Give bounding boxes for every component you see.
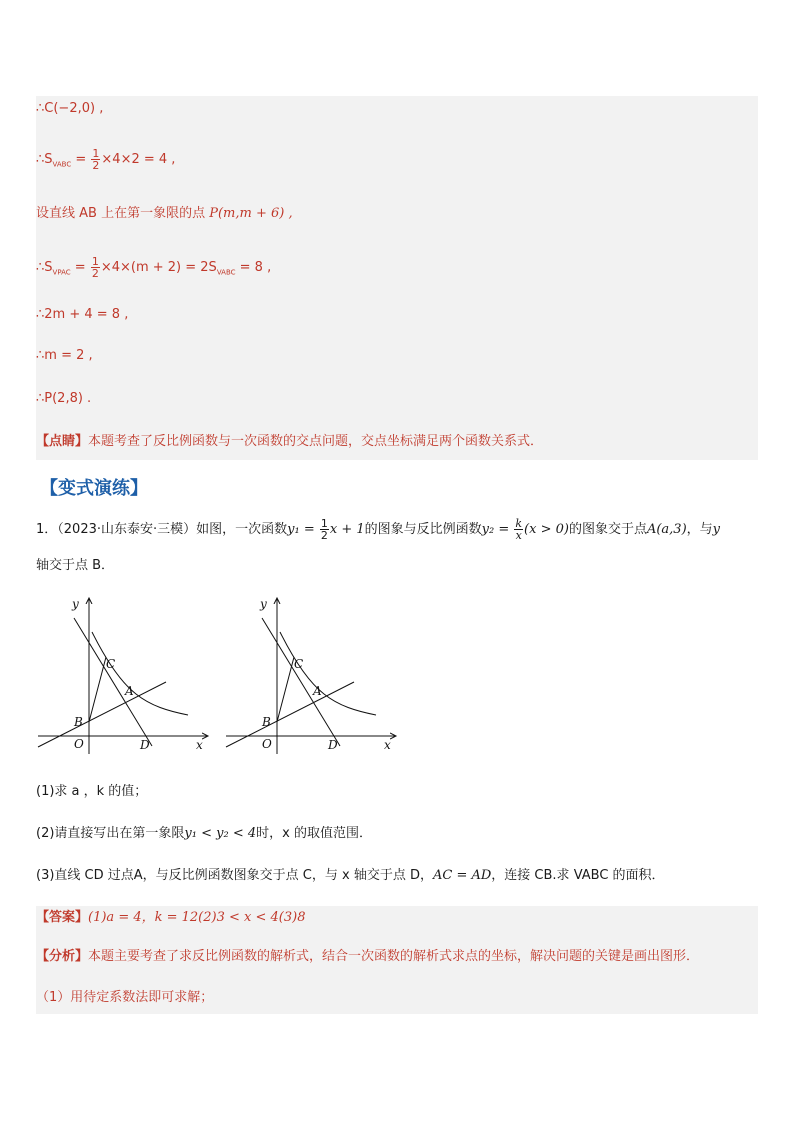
question-line-1 <box>36 518 720 541</box>
fraction-denominator: 2 <box>91 267 99 280</box>
domain-condition: (x > 0) <box>524 522 569 537</box>
point-d-label: D <box>328 738 338 752</box>
sub-question-2-text: (2)请直接写出在第一象限 <box>36 826 185 841</box>
question-line-2 <box>36 556 114 576</box>
y-label: y <box>260 597 267 611</box>
comment-text: 本题考查了反比例函数与一次函数的交点问题，交点坐标满足两个函数关系式． <box>88 434 544 449</box>
sub-question-1 <box>36 782 147 802</box>
inequality: y₁ < y₂ < 4 <box>184 826 257 841</box>
s-symbol: ∴S <box>36 152 53 167</box>
analysis-step-1 <box>36 988 213 1008</box>
s-subscript: VPAC <box>52 268 71 277</box>
fraction-denominator: 2 <box>92 159 100 172</box>
origin-label: O <box>74 737 84 751</box>
solution-line-2-rest: ×4×2 = 4 , <box>101 152 176 167</box>
hyperbola-curve <box>92 632 188 715</box>
line-cd <box>74 618 152 746</box>
question-intro: 1．（2023·山东泰安·三模）如图，一次函数 <box>36 522 288 537</box>
sub-question-3-text-end: ，连接 CB.求 VABC 的面积． <box>491 868 665 883</box>
coordinate-graph-right <box>224 594 404 759</box>
fraction-denominator: 2 <box>320 529 328 542</box>
analysis-text: 本题主要考查了求反比例函数的解析式，结合一次函数的解析式求点的坐标，解决问题的关键是画出图形． <box>88 949 700 964</box>
y1-label: y₁ = <box>287 522 315 537</box>
point-a-label: A <box>125 684 134 698</box>
s-symbol: ∴S <box>36 260 53 275</box>
point-b-label: B <box>262 715 271 729</box>
sub-question-2 <box>36 824 372 844</box>
y-axis-label: y <box>712 522 721 537</box>
question-text: ，与 <box>686 522 713 537</box>
solution-line-3-text: 设直线 AB 上在第一象限的点 <box>36 206 210 221</box>
solution-line-4: $\therefore S_{VPAC}$ = $\frac{1}{2}$ $\times 4\times(m + 2) = 2S_{VABC} = 8$ , <box>36 255 272 280</box>
fraction <box>320 518 329 541</box>
solution-line-7-text: ∴P(2,8) . <box>36 391 92 406</box>
equality: AC = AD <box>432 868 492 883</box>
solution-line-5-text: ∴2m + 4 = 8 , <box>36 307 129 322</box>
question-text: 的图象与反比例函数 <box>364 522 482 537</box>
solution-line-6 <box>36 346 93 366</box>
analysis-line <box>36 947 699 967</box>
hyperbola-curve <box>280 632 376 715</box>
sub-question-2-text-end: 时，x 的取值范围． <box>256 826 372 841</box>
figure-right <box>224 594 404 763</box>
y-label: y <box>72 597 79 611</box>
point-d-label: D <box>140 738 150 752</box>
fraction <box>91 148 100 171</box>
line-cd <box>262 618 340 746</box>
solution-line-3-math: P(m,m + 6) , <box>209 206 293 221</box>
s-subscript: VABC <box>52 160 72 169</box>
fraction <box>91 256 100 279</box>
origin-label: O <box>262 737 272 751</box>
x-label: x <box>196 738 203 752</box>
question-text: 的图象交于点 <box>568 522 647 537</box>
solution-line-3 <box>36 204 293 224</box>
x-label: x <box>384 738 391 752</box>
segment-cb <box>89 657 106 722</box>
section-title: 【变式演练】 <box>40 478 148 499</box>
solution-line-4-end: = 8 , <box>235 260 272 275</box>
answer-line <box>36 908 305 928</box>
comment-tag: 【点睛】 <box>36 434 89 449</box>
y2-label: y₂ = <box>481 522 510 537</box>
point-b-label: B <box>74 715 83 729</box>
fraction-numerator: 1 <box>92 147 100 160</box>
point-c-label: C <box>106 657 116 671</box>
coordinate-graph-left <box>36 594 216 759</box>
analysis-step-1-text: （1）用待定系数法即可求解； <box>36 990 214 1005</box>
fraction-numerator: 1 <box>91 255 99 268</box>
solution-line-1 <box>36 99 103 119</box>
comment-line <box>36 432 543 452</box>
question-line-2-text: 轴交于点 B． <box>36 558 115 573</box>
s-subscript: VABC <box>216 268 236 277</box>
point-a-label: A <box>313 684 322 698</box>
fraction <box>514 518 523 541</box>
sub-question-3-text: (3)直线 CD 过点A，与反比例函数图象交于点 C，与 x 轴交于点 D， <box>36 868 433 883</box>
point-c-label: C <box>294 657 304 671</box>
answer-tag: 【答案】 <box>36 910 89 925</box>
solution-line-7 <box>36 389 91 409</box>
segment-cb <box>277 657 294 722</box>
point-a: A(a,3) <box>646 522 687 537</box>
answer-text: (1)a = 4，k = 12(2)3 < x < 4(3)8 <box>88 910 306 925</box>
solution-line-4-rest: ×4×(m + 2) = 2S <box>100 260 217 275</box>
fraction-numerator: 1 <box>320 517 328 530</box>
analysis-tag: 【分析】 <box>36 949 89 964</box>
sub-question-3 <box>36 866 665 886</box>
solution-line-1-text: ∴C(−2,0) , <box>36 101 104 116</box>
fraction-denominator: x <box>515 529 522 542</box>
figure-left <box>36 594 216 763</box>
sub-question-1-text: (1)求 a ，k 的值； <box>36 784 148 799</box>
fraction-numerator: k <box>515 517 523 530</box>
solution-line-2: $\therefore S_{VABC}$ = $\frac{1}{2}$ ×4×2 = 4 , <box>36 147 176 172</box>
linear-expression: x + 1 <box>329 522 365 537</box>
solution-line-5 <box>36 305 128 325</box>
solution-line-6-text: ∴m = 2 , <box>36 348 93 363</box>
